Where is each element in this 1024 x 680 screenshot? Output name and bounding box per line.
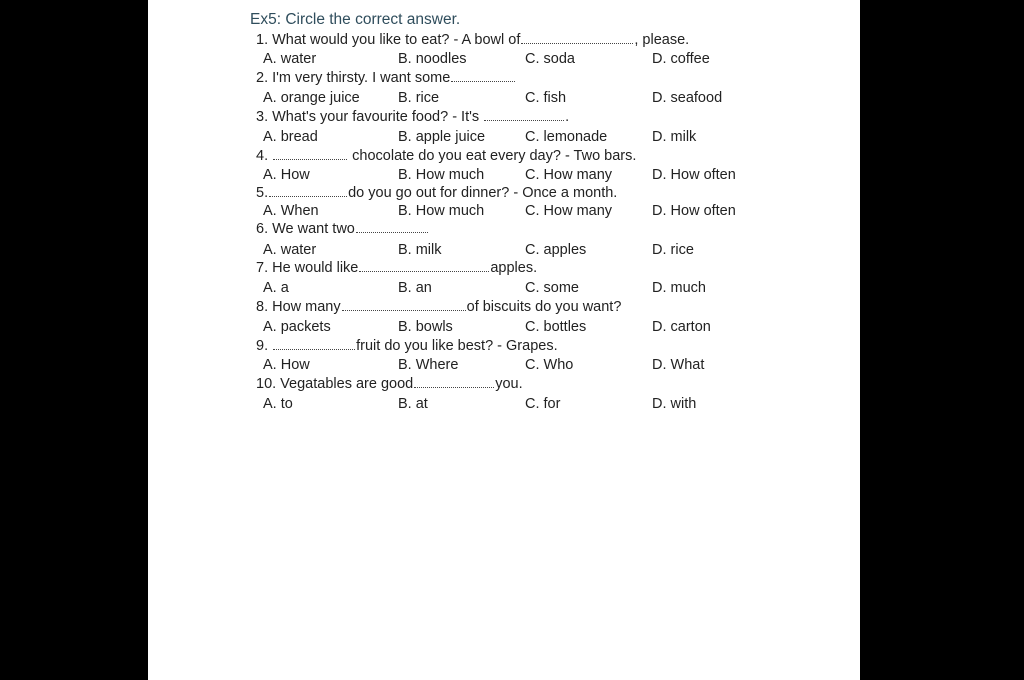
option-c[interactable]: C. for bbox=[525, 396, 561, 412]
question-text-end: you. bbox=[495, 376, 523, 392]
answer-blank[interactable] bbox=[273, 338, 355, 350]
question-9 bbox=[256, 337, 558, 355]
question-text-end: apples. bbox=[490, 260, 538, 276]
option-d[interactable]: D. milk bbox=[652, 129, 697, 145]
question-7 bbox=[256, 259, 537, 277]
option-d[interactable]: D. How often bbox=[652, 203, 736, 219]
option-d[interactable]: D. What bbox=[652, 357, 705, 373]
option-c[interactable]: C. fish bbox=[525, 90, 567, 106]
option-a[interactable]: A. How bbox=[263, 167, 310, 183]
option-d[interactable]: D. How often bbox=[652, 167, 736, 183]
option-d[interactable]: D. much bbox=[652, 280, 706, 296]
answer-blank[interactable] bbox=[269, 185, 347, 197]
option-b[interactable]: B. Where bbox=[398, 357, 459, 373]
question-text-start: 4. bbox=[256, 148, 269, 164]
question-8 bbox=[256, 298, 621, 316]
question-text-start: 7. He would like bbox=[256, 260, 359, 276]
question-text-start: 8. How many bbox=[256, 299, 341, 315]
answer-blank[interactable] bbox=[484, 109, 564, 121]
option-b[interactable]: B. rice bbox=[398, 90, 440, 106]
answer-blank[interactable] bbox=[342, 299, 466, 311]
option-a[interactable]: A. to bbox=[263, 396, 293, 412]
answer-blank[interactable] bbox=[356, 221, 428, 233]
question-text-end: . bbox=[565, 109, 570, 125]
option-c[interactable]: C. Who bbox=[525, 357, 574, 373]
question-text-start: 5. bbox=[256, 185, 269, 201]
option-d[interactable]: D. seafood bbox=[652, 90, 723, 106]
answer-blank[interactable] bbox=[414, 376, 494, 388]
option-b[interactable]: B. milk bbox=[398, 242, 442, 258]
option-a[interactable]: A. packets bbox=[263, 319, 331, 335]
option-a[interactable]: A. When bbox=[263, 203, 319, 219]
answer-blank[interactable] bbox=[359, 260, 489, 272]
question-5 bbox=[256, 184, 617, 202]
option-a[interactable]: A. How bbox=[263, 357, 310, 373]
question-4 bbox=[256, 147, 636, 165]
option-b[interactable]: B. an bbox=[398, 280, 432, 296]
option-c[interactable]: C. lemonade bbox=[525, 129, 608, 145]
option-b[interactable]: B. bowls bbox=[398, 319, 453, 335]
option-b[interactable]: B. noodles bbox=[398, 51, 467, 67]
question-text-start: 9. bbox=[256, 338, 269, 354]
question-text-end: , please. bbox=[634, 32, 690, 48]
question-1 bbox=[256, 31, 689, 49]
option-d[interactable]: D. carton bbox=[652, 319, 711, 335]
option-b[interactable]: B. How much bbox=[398, 167, 485, 183]
option-c[interactable]: C. soda bbox=[525, 51, 575, 67]
question-text-end: of biscuits do you want? bbox=[466, 299, 622, 315]
option-b[interactable]: B. at bbox=[398, 396, 428, 412]
option-c[interactable]: C. bottles bbox=[525, 319, 587, 335]
option-c[interactable]: C. How many bbox=[525, 203, 613, 219]
question-text-end: chocolate do you eat every day? - Two bars. bbox=[348, 148, 637, 164]
exercise-title: Ex5: Circle the correct answer. bbox=[250, 11, 461, 28]
option-c[interactable]: C. some bbox=[525, 280, 579, 296]
option-b[interactable]: B. apple juice bbox=[398, 129, 486, 145]
question-text-end: do you go out for dinner? - Once a month. bbox=[348, 185, 618, 201]
option-a[interactable]: A. orange juice bbox=[263, 90, 360, 106]
worksheet-page bbox=[148, 0, 860, 680]
question-3 bbox=[256, 108, 569, 126]
answer-blank[interactable] bbox=[273, 148, 347, 160]
question-text-start: 2. I'm very thirsty. I want some bbox=[256, 70, 451, 86]
option-c[interactable]: C. apples bbox=[525, 242, 587, 258]
answer-blank[interactable] bbox=[521, 32, 633, 44]
option-d[interactable]: D. coffee bbox=[652, 51, 710, 67]
question-6 bbox=[256, 220, 429, 238]
question-10 bbox=[256, 375, 523, 393]
question-2 bbox=[256, 69, 516, 87]
answer-blank[interactable] bbox=[451, 70, 515, 82]
option-a[interactable]: A. water bbox=[263, 51, 317, 67]
question-text-start: 6. We want two bbox=[256, 221, 355, 237]
question-text-end: fruit do you like best? - Grapes. bbox=[356, 338, 558, 354]
option-a[interactable]: A. a bbox=[263, 280, 289, 296]
question-text-start: 3. What's your favourite food? - It's bbox=[256, 109, 480, 125]
option-a[interactable]: A. bread bbox=[263, 129, 318, 145]
question-text-start: 10. Vegatables are good bbox=[256, 376, 414, 392]
option-a[interactable]: A. water bbox=[263, 242, 317, 258]
option-d[interactable]: D. rice bbox=[652, 242, 694, 258]
option-b[interactable]: B. How much bbox=[398, 203, 485, 219]
option-d[interactable]: D. with bbox=[652, 396, 697, 412]
question-text-start: 1. What would you like to eat? - A bowl of bbox=[256, 32, 521, 48]
option-c[interactable]: C. How many bbox=[525, 167, 613, 183]
